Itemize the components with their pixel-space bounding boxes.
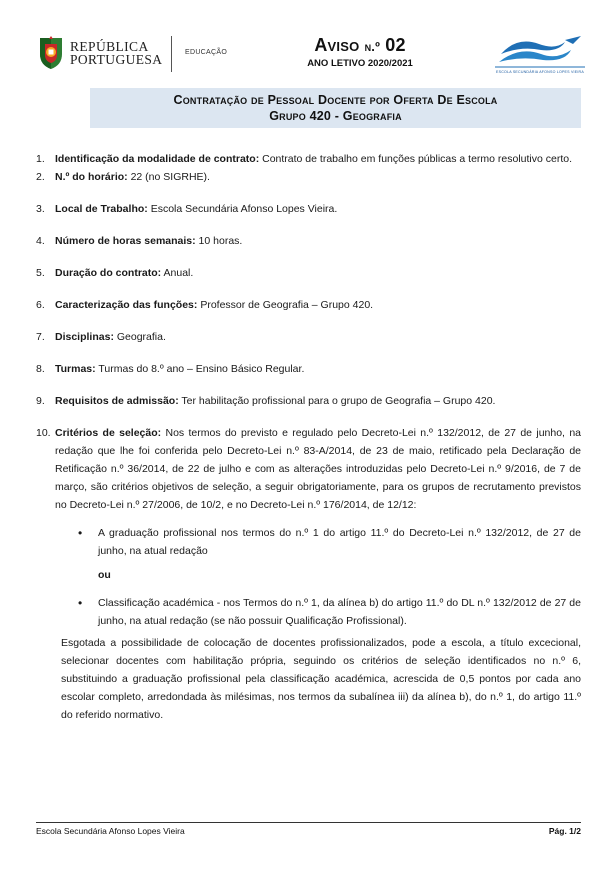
list-item bbox=[36, 200, 581, 218]
list-item bbox=[36, 328, 581, 346]
footer-page-number: Pág. 1/2 bbox=[548, 826, 581, 836]
item-text: Escola Secundária Afonso Lopes Vieira. bbox=[147, 203, 338, 215]
republica-line1: REPÚBLICA bbox=[70, 39, 149, 54]
list-item bbox=[36, 150, 581, 168]
criteria-bullet-2: • Classificação académica - nos Termos do n.º 1, da alínea b) do artigo 11.º do DL n.º 132/2012 de 27 de junho, na atual redação (se não possuir Qualificação Profissional). bbox=[78, 594, 581, 630]
republica-line2: PORTUGUESA bbox=[70, 52, 163, 67]
item-number: 2. bbox=[36, 171, 45, 183]
item-label: Turmas: bbox=[55, 363, 96, 375]
coat-of-arms-icon bbox=[36, 34, 66, 70]
list-item bbox=[36, 168, 581, 186]
item-label: N.º do horário: bbox=[55, 171, 128, 183]
item-text: Geografia. bbox=[113, 331, 166, 343]
republica-text bbox=[70, 40, 162, 66]
item-label: Duração do contrato: bbox=[55, 267, 162, 279]
item-number: 4. bbox=[36, 235, 45, 247]
item-text: Ter habilitação profissional para o grupo de Geografia – Grupo 420. bbox=[178, 395, 496, 407]
criteria-list bbox=[36, 524, 581, 630]
footer-school-name: Escola Secundária Afonso Lopes Vieira bbox=[36, 826, 185, 836]
document-title-box bbox=[90, 88, 581, 128]
notice-title bbox=[290, 35, 430, 56]
item-label: Local de Trabalho: bbox=[55, 203, 148, 215]
document-body bbox=[36, 150, 581, 724]
notice-no-abbrev: n.º bbox=[364, 39, 381, 54]
school-logo-caption: ESCOLA SECUNDÁRIA AFONSO LOPES VIEIRA bbox=[496, 70, 584, 74]
list-item bbox=[36, 392, 581, 410]
item-text: 10 horas. bbox=[195, 235, 243, 247]
item-number: 5. bbox=[36, 267, 45, 279]
criteria-note: Esgotada a possibilidade de colocação de docentes profissionalizados, pode a escola, a título excecional, selecionar docentes com habilitação própria, seguindo os critérios de seleção identificados no n.º 6, substituindo a graduação profissional pela classificação académica, acrescida de 0,5 pontos por cada ano escolar completo, arredondada às milésimas, nos termos da subalínea iii) da alínea b), do n.º 1, do artigo 11.º do referido normativo. bbox=[61, 637, 581, 721]
item-number: 1. bbox=[36, 153, 45, 165]
item-label: Disciplinas: bbox=[55, 331, 114, 343]
item-number: 3. bbox=[36, 203, 45, 215]
ministry-label: EDUCAÇÃO bbox=[185, 49, 228, 56]
academic-year: ANO LETIVO 2020/2021 bbox=[307, 58, 413, 69]
item-label: Caracterização das funções: bbox=[55, 299, 198, 311]
item-number: 7. bbox=[36, 331, 45, 343]
footer-divider bbox=[36, 822, 581, 823]
item-text: 22 (no SIGRHE). bbox=[127, 171, 210, 183]
item-label: Identificação da modalidade de contrato: bbox=[55, 153, 260, 165]
notice-heading bbox=[290, 35, 430, 69]
item-number: 10. bbox=[36, 427, 51, 439]
list-item bbox=[36, 296, 581, 314]
list-item bbox=[36, 360, 581, 378]
republica-portuguesa-logo bbox=[36, 30, 176, 76]
list-item bbox=[36, 232, 581, 250]
notice-label: Aviso bbox=[314, 35, 360, 55]
list-item bbox=[36, 264, 581, 282]
item-label: Requisitos de admissão: bbox=[55, 395, 179, 407]
notice-number: 02 bbox=[385, 35, 406, 55]
title-line-2: Grupo 420 - Geografia bbox=[269, 109, 402, 123]
item-text: Professor de Geografia – Grupo 420. bbox=[197, 299, 374, 311]
criteria-or: ou bbox=[98, 569, 111, 581]
item-text: Contrato de trabalho em funções públicas a termo resolutivo certo. bbox=[259, 153, 573, 165]
item-number: 9. bbox=[36, 395, 45, 407]
item-text: Anual. bbox=[161, 267, 194, 279]
page-header bbox=[0, 0, 614, 88]
item-text: Nos termos do previsto e regulado pelo Decreto-Lei n.º 132/2012, de 27 de junho, na redação que lhe foi conferida pelo Decreto-Lei n.º 83-A/2014, de 23 de maio, retificado pela Declaração de Retificação n.º 36/2014, de 22 de julho e com as alterações introduzidas pelo Decreto-Lei n.º 9/2016, de 7 de março, são critérios objetivos de seleção, a seguir obrigatoriamente, para os grupos de recrutamento previstos no Decreto-Lei n.º 27/2006, de 10/2, e no Decreto-Lei n.º 176/2014, de 12/12: bbox=[55, 427, 581, 511]
item-number: 8. bbox=[36, 363, 45, 375]
criteria-bullet-1: • A graduação profissional nos termos do n.º 1 do artigo 11.º do Decreto-Lei n.º 132/2012, de 27 de junho, na atual redação bbox=[78, 524, 581, 560]
school-waves-icon bbox=[495, 32, 585, 70]
item-text: Turmas do 8.º ano – Ensino Básico Regular. bbox=[95, 363, 305, 375]
item-label: Critérios de seleção: bbox=[55, 427, 162, 439]
list-item bbox=[36, 424, 581, 514]
header-divider bbox=[171, 36, 172, 72]
item-label: Número de horas semanais: bbox=[55, 235, 196, 247]
item-number: 6. bbox=[36, 299, 45, 311]
title-line-1: Contratação de Pessoal Docente por Oferta De Escola bbox=[173, 93, 498, 107]
school-logo bbox=[495, 32, 585, 78]
